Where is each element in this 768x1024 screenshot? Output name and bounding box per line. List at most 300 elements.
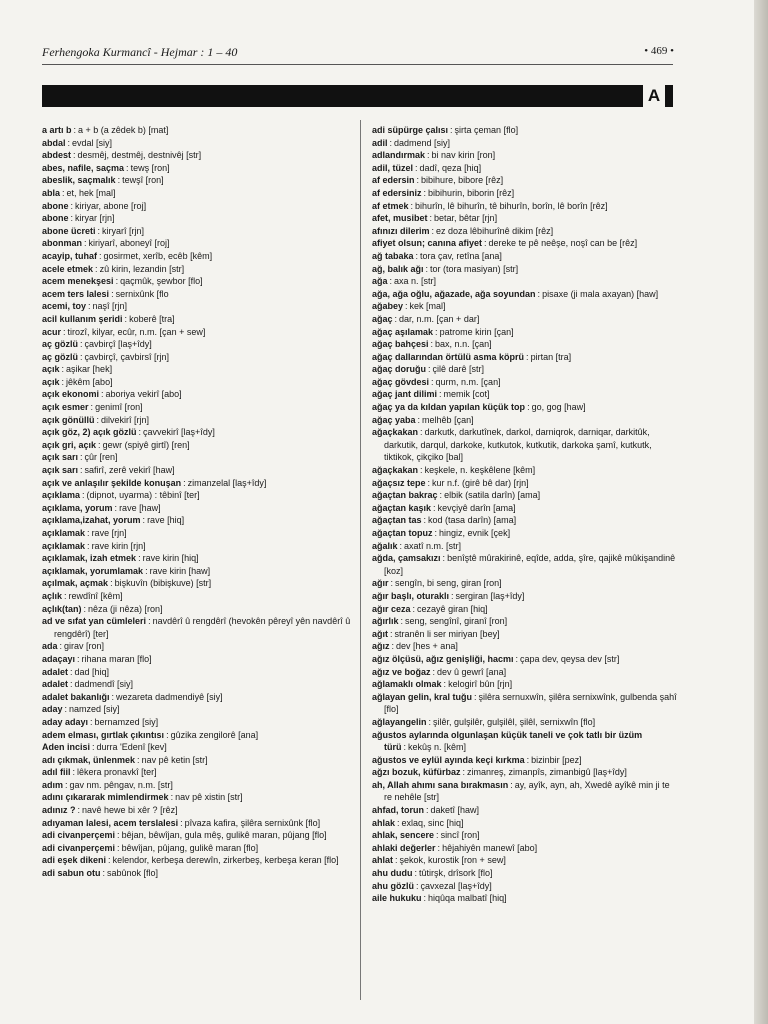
entry-headword: adalet [42,679,69,690]
dictionary-entry [372,892,678,905]
entry-separator: : [67,137,71,148]
dictionary-entry [42,502,352,515]
dictionary-entry [372,804,678,817]
dictionary-entry [372,351,678,364]
dictionary-entry [42,313,352,326]
dictionary-entry [372,376,678,389]
entry-separator: : [96,414,100,425]
entry-separator: : [389,137,393,148]
entry-separator: : [429,213,433,224]
entry-headword: abeslik, saçmalık [42,175,116,186]
dictionary-entry [42,615,352,640]
dictionary-entry [42,263,352,276]
entry-headword: adil, tüzel [372,162,414,173]
column-separator [360,120,361,1000]
entry-definition: nav pê ketin [str] [141,754,208,765]
entry-definition: kekûş n. [kêm] [408,742,467,753]
entry-definition: ay, ayîk, ayn, ah, Xwedê ayîkê min ji te re nehêle [str] [384,779,670,803]
entry-separator: : [390,628,393,639]
entry-headword: ahlak, sencere [372,830,435,841]
dictionary-entry [372,338,678,351]
entry-separator: : [420,427,423,438]
entry-separator: : [405,301,408,312]
dictionary-entry [372,363,678,376]
entry-headword: af edersiniz [372,187,422,198]
entry-definition: ez doza lêbihurînê dikim [rêz] [436,225,554,236]
entry-headword: ağırlık [372,616,399,627]
entry-definition: et, hek [mal] [66,187,116,198]
entry-definition: jêkêm [abo] [66,376,113,387]
entry-definition: kiryar [rjn] [75,213,115,224]
entry-separator: : [126,162,129,173]
entry-headword: açıklamak, izah etmek [42,553,137,564]
entry-headword: adalet bakanlığı [42,691,110,702]
entry-separator: : [431,376,434,387]
entry-headword: ağaç bahçesi [372,339,429,350]
entry-definition: nêza (ji nêza) [ron] [88,603,163,614]
entry-separator: : [526,754,530,765]
entry-separator: : [428,716,432,727]
dictionary-entry [372,615,678,628]
dictionary-entry [42,174,352,187]
entry-definition: exlaq, sinc [hiq] [401,817,464,828]
entry-definition: go, gog [haw] [531,402,586,413]
entry-separator: : [400,616,404,627]
dictionary-entry [372,489,678,502]
entry-separator: : [426,805,429,816]
entry-definition: keşkele, n. keşkêlene [kêm] [424,465,536,476]
entry-headword: ağa [372,276,388,287]
dictionary-entry [42,137,352,150]
dictionary-entry [372,300,678,313]
entry-headword: ağır başlı, oturaklı [372,590,450,601]
entry-headword: ağa, ağa oğlu, ağazade, ağa soyundan [372,288,536,299]
dictionary-entry [42,842,352,855]
entry-headword: ad ve sıfat yan cümleleri [42,616,147,627]
entry-headword: acayip, tuhaf [42,250,98,261]
entry-headword: açık göz, 2) açık gözlü [42,427,137,438]
dictionary-entry [42,590,352,603]
entry-definition: rihana maran [flo] [81,653,152,664]
entry-separator: : [102,868,106,879]
entry-definition: şilêr, gulşilêr, gulşilêl, şilêl, sernixwîn [flo] [433,716,596,727]
entry-separator: : [70,679,73,690]
dictionary-entry [42,754,352,767]
entry-definition: desmêj, destmêj, destnivêj [str] [77,150,202,161]
entry-definition: bihurîn, lê bihurîn, tê bihurîn, borîn, lê borîn [rêz] [415,200,608,211]
dictionary-entry [42,489,352,502]
entry-headword: ağız ve boğaz [372,666,431,677]
entry-separator: : [389,276,393,287]
entry-headword: acem menekşesi [42,276,114,287]
entry-headword: ağaçsız tepe [372,477,426,488]
entry-definition: kelogirî bûn [rjn] [448,679,513,690]
entry-definition: gav nm. pêngav, n.m. [str] [69,779,173,790]
dictionary-entry [42,666,352,679]
entry-headword: açık [42,376,60,387]
entry-separator: : [423,187,427,198]
dictionary-entry [42,729,352,742]
entry-separator: : [428,364,431,375]
dictionary-entry [372,237,678,250]
entry-headword: ağaçtan topuz [372,528,433,538]
dictionary-entry [42,200,352,213]
dictionary-entry [42,363,352,376]
entry-separator: : [180,817,183,828]
entry-separator: : [80,351,83,362]
entry-separator: : [64,590,67,601]
dictionary-entry [42,288,352,301]
entry-definition: kiriyar, abone [roj] [75,200,147,211]
entry-definition: pirtan [tra] [530,351,572,362]
dictionary-entry [372,766,678,779]
entry-definition: gûzika zengilorê [ana] [170,729,259,740]
entry-separator: : [443,679,447,690]
entry-separator: : [431,225,435,236]
dictionary-entry [42,829,352,842]
entry-definition: girav [ron] [64,641,105,652]
entry-headword: ağaçtan tas [372,515,422,526]
dictionary-entry [42,514,352,527]
dictionary-entry [372,326,678,339]
entry-headword: ahlat [372,855,394,866]
entry-definition: aboriya vekirî [abo] [105,389,182,400]
dictionary-entry [372,477,678,490]
entry-definition: sengîn, bi seng, giran [ron] [395,578,502,589]
entry-separator: : [515,653,519,664]
entry-separator: : [451,590,454,601]
entry-separator: : [95,263,98,274]
dictionary-entry [42,439,352,452]
entry-definition: bêjan, bêwîjan, gula mêş, gulikê maran, pûjang [flo] [121,830,327,841]
entry-definition: gewr (spiyê girtî) [ren] [102,439,190,450]
entry-definition: çavbirçî [laş+îdy] [84,339,152,350]
entry-headword: ağır [372,578,389,589]
entry-definition: pisaxe (ji mala axayan) [haw] [542,288,659,299]
entry-headword: açılmak, açmak [42,578,109,589]
entry-headword: abone [42,213,69,224]
dictionary-entry [372,502,678,515]
entry-definition: axa n. [str] [394,276,437,287]
entry-separator: : [437,842,441,853]
entry-headword: ağaç doruğu [372,364,427,375]
entry-definition: tor (tora masiyan) [str] [430,263,519,274]
entry-headword: ağ tabaka [372,250,414,261]
dictionary-entry [372,716,678,729]
dictionary-entry [42,804,352,817]
entry-definition: darkutk, darkutînek, darkol, darniqrok, darniqar, darkitûk, darkutik, darqul, darkoke, kutkutok, kutkutik, darkoka şamî, kutkutk, tiktikok, çikçiko [bal] [384,427,652,463]
entry-definition: şilêra sernuxwîn, şilêra sernixwînk, gulbenda şahî [flo] [384,691,677,715]
entry-separator: : [101,389,104,400]
entry-headword: Aden incisi [42,742,91,753]
dictionary-entry [372,200,678,213]
dictionary-entry [372,552,678,577]
entry-definition: elbik (satila darîn) [ama] [444,490,541,501]
dictionary-entry [372,263,678,276]
entry-definition: genimî [ron] [95,402,143,413]
entry-definition: navê hewe bi xêr ? [rêz] [82,805,178,816]
entry-separator: : [111,691,115,702]
dictionary-entry [372,691,678,716]
entry-headword: ağaç gövdesi [372,376,430,387]
dictionary-entry [372,628,678,641]
dictionary-entry [372,817,678,830]
entry-separator: : [423,515,427,526]
entry-definition: melhêb [çan] [422,414,474,425]
entry-headword: adıyaman lalesi, acem terslalesi [42,817,179,828]
entry-separator: : [145,565,148,576]
entry-headword: açık sarı [42,452,79,463]
entry-headword: açık ekonomi [42,389,100,400]
entry-headword: ağlamaklı olmak [372,679,442,690]
entry-definition: şekok, kurostik [ron + sew] [399,855,506,866]
dictionary-entry [42,603,352,616]
dictionary-entry [372,174,678,187]
dictionary-entry [42,854,352,867]
entry-headword: acil kullanım şeridi [42,313,123,324]
entry-definition: axatî n.m. [str] [404,540,462,551]
entry-headword: ağzı bozuk, küfürbaz [372,767,461,778]
entry-definition: seng, sengînî, giranî [ron] [405,616,508,627]
dictionary-entry [372,842,678,855]
entry-definition: tewşî [ron] [122,175,164,186]
dictionary-entry [42,703,352,716]
dictionary-entry [372,464,678,477]
entry-separator: : [510,779,513,790]
entry-separator: : [138,427,142,438]
entry-separator: : [59,641,63,652]
dictionary-entry [372,577,678,590]
entry-definition: pîvaza kafira, şilêra sernixûnk [flo] [184,817,321,828]
entry-headword: adı çıkmak, ünlenmek [42,754,136,765]
entry-separator: : [77,805,81,816]
entry-separator: : [137,754,140,765]
entry-definition: tora çav, retîna [ana] [420,250,502,261]
entry-definition: zimanreş, zimanpîs, zimanbigû [laş+îdy] [467,767,627,778]
entry-separator: : [484,238,487,249]
entry-headword: acemi, toy [42,301,87,312]
dictionary-entry [372,603,678,616]
entry-headword: açıklamak [42,528,86,538]
dictionary-entry [372,414,678,427]
entry-headword: açık esmer [42,402,89,413]
dictionary-entry [372,187,678,200]
entry-headword: açık ve anlaşılır şekilde konuşan [42,477,182,488]
entry-headword: ağız ölçüsü, ağız genişliği, hacmı [372,653,514,664]
entry-headword: adi civanperçemi [42,842,116,853]
dictionary-entry [372,880,678,893]
entry-headword: adi sabun otu [42,868,101,879]
entry-separator: : [391,641,395,652]
entry-definition: rewdînî [kêm] [68,590,123,601]
entry-headword: abonman [42,238,83,249]
entry-definition: bizinbir [pez] [531,754,582,765]
entry-definition: gosirmet, xerîb, ecêb [kêm] [103,250,213,261]
entry-headword: açık gri, açık [42,439,97,450]
entry-separator: : [64,704,68,715]
dictionary-entry [42,275,352,288]
entry-headword: ah, Allah ahımı sana bırakmasın [372,779,509,790]
dictionary-entry [372,124,678,137]
entry-separator: : [442,553,446,564]
entry-separator: : [88,301,91,312]
entry-headword: adem elması, gırtlak çıkıntısı [42,729,165,740]
entry-separator: : [417,414,421,425]
entry-definition: naşî [rjn] [92,301,128,312]
entry-definition: çavbirçî, çavbirsî [rjn] [84,351,170,362]
dictionary-entry [42,451,352,464]
dictionary-entry [42,867,352,880]
entry-definition: kod (tasa darîn) [ama] [428,515,517,526]
entry-definition: daketî [haw] [430,805,480,816]
dictionary-entry [42,716,352,729]
entry-headword: ahu dudu [372,868,413,879]
entry-separator: : [416,880,419,891]
entry-definition: memik [cot] [443,389,490,400]
entry-definition: benîştê mûrakirinê, eqîde, adda, şîre, qajikê mûkişandinê [koz] [384,553,676,576]
entry-definition: dev [hes + ana] [396,641,458,652]
entry-headword: ağaç yaba [372,414,416,425]
entry-headword: ağaç [372,313,393,324]
entry-definition: betar, bêtar [rjn] [434,213,498,224]
entry-separator: : [90,716,93,727]
dictionary-entry [372,288,678,301]
entry-headword: abdest [42,150,72,161]
entry-definition: rave [hiq] [147,515,185,526]
entry-definition: tirozî, kilyar, ecûr, n.m. [çan + sew] [67,326,206,337]
entry-definition: çilê darê [str] [432,364,485,375]
entry-definition: cezayê giran [hiq] [417,603,488,614]
dictionary-entry [372,653,678,666]
entry-headword: açıklama, yorum [42,502,113,513]
entry-separator: : [462,767,466,778]
entry-separator: : [72,767,76,778]
entry-headword: adlandırmak [372,150,426,161]
entry-headword: ağaç dallarından örtülü asma köprü [372,351,525,362]
entry-headword: ağ, balık ağı [372,263,424,274]
entry-definition: patrome kirin [çan] [439,326,514,337]
entry-headword: açıklamak, yorumlamak [42,565,144,576]
entry-definition: rave [rjn] [91,528,127,538]
entry-definition: bibihure, bibore [rêz] [421,175,504,186]
entry-definition: dilvekirî [rjn] [101,414,150,425]
entry-headword: a artı b [42,125,72,135]
entry-definition: rave kirin [hiq] [142,553,199,564]
entry-headword: ağıt [372,628,389,639]
entry-headword: ahfad, torun [372,805,424,816]
entry-separator: : [416,175,420,186]
entry-definition: durra 'Edenî [kev] [96,742,167,753]
entry-separator: : [412,603,416,614]
dictionary-entry [42,527,352,540]
entry-separator: : [73,125,77,135]
dictionary-entry [372,867,678,880]
entry-headword: ahu gözlü [372,880,414,891]
entry-separator: : [170,792,174,803]
entry-headword: afiyet olsun; canına afiyet [372,238,483,249]
dictionary-entry [372,313,678,326]
entry-separator: : [70,213,74,224]
entry-headword: ada [42,641,58,652]
entry-separator: : [427,150,430,161]
entry-definition: hingiz, evnik [çek] [439,528,511,538]
entry-headword: abla [42,187,61,198]
entry-separator: : [99,250,102,261]
entry-headword: açık sarı [42,465,79,476]
entry-separator: : [148,616,151,627]
dictionary-entry [42,577,352,590]
dictionary-entry [372,666,678,679]
entry-headword: açlık [42,590,63,601]
entry-separator: : [450,125,453,135]
entry-headword: ağız [372,641,390,652]
dictionary-entry [372,540,678,553]
entry-definition: dar, n.m. [çan + dar] [399,313,480,324]
dictionary-entry [42,766,352,779]
entry-headword: ağustos aylarında olgunlaşan küçük taneli ve çok tatlı bir üzüm türü [372,729,643,753]
entry-headword: açıklama,izahat, yorum [42,515,141,526]
dictionary-entry [42,464,352,477]
entry-definition: sincî [ron] [440,830,480,841]
dictionary-entry [372,426,678,464]
dictionary-entry [372,225,678,238]
entry-headword: adil [372,137,388,148]
entry-separator: : [403,742,407,753]
entry-separator: : [117,842,120,853]
entry-headword: abone ücreti [42,225,96,236]
entry-separator: : [114,502,118,513]
entry-definition: stranên li ser miriyan [bey] [394,628,500,639]
entry-headword: açlık(tan) [42,603,82,614]
dictionary-entry [42,351,352,364]
entry-definition: bax, n.n. [çan] [435,339,492,350]
entry-definition: kiryarî [rjn] [102,225,145,236]
dictionary-entry [42,414,352,427]
entry-definition: dad [hiq] [74,666,110,677]
entry-separator: : [87,540,90,551]
entry-separator: : [434,528,438,538]
dictionary-entry [42,678,352,691]
dictionary-entry [372,401,678,414]
entry-definition: sabûnok [flo] [107,868,159,879]
entry-separator: : [117,175,121,186]
dictionary-entry [372,829,678,842]
entry-headword: abdal [42,137,66,148]
dictionary-entry [372,590,678,603]
dictionary-entry [42,791,352,804]
entry-definition: a + b (a zêdek b) [mat] [78,125,169,135]
entry-headword: ağaç aşılamak [372,326,434,337]
entry-definition: bernamzed [siy] [94,716,159,727]
dictionary-entry [42,326,352,339]
entry-headword: abone [42,200,69,211]
dictionary-entry [372,388,678,401]
dictionary-entry [42,388,352,401]
dictionary-entry [42,250,352,263]
entry-separator: : [415,162,418,173]
entry-separator: : [425,263,429,274]
dictionary-entry [372,754,678,767]
dictionary-entry [372,162,678,175]
dictionary-entry [42,162,352,175]
entry-headword: adalet [42,666,69,677]
entry-headword: ağaç ya da kıldan yapılan küçük top [372,402,526,413]
entry-separator: : [63,326,66,337]
entry-separator: : [124,313,128,324]
entry-separator: : [111,288,114,299]
entry-separator: : [80,452,83,463]
entry-headword: açık gönüllü [42,414,95,425]
